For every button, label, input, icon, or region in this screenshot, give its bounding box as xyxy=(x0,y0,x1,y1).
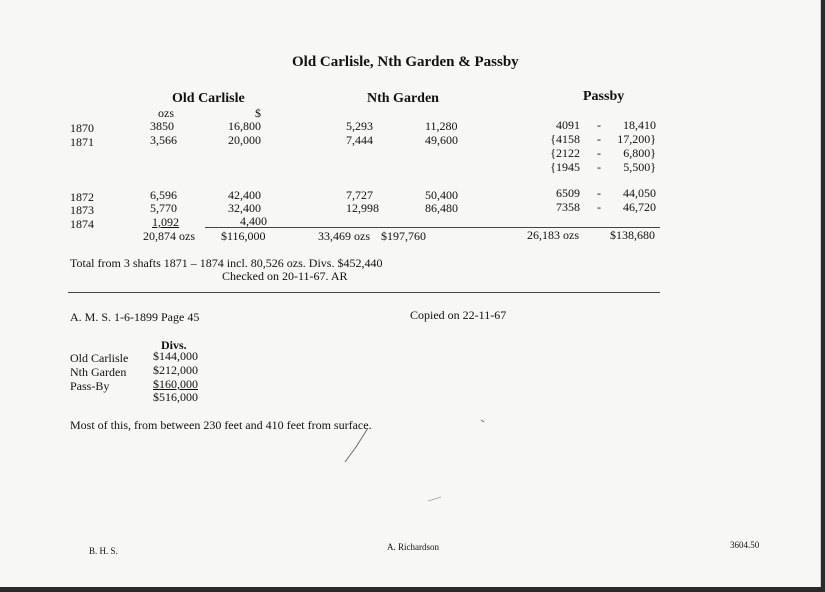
summary-line: Total from 3 shafts 1871 – 1874 incl. 80,526 ozs. Divs. $452,440 xyxy=(70,256,383,270)
ng-div-1872: 50,400 xyxy=(425,188,458,202)
divs-value-nth-garden: $212,000 xyxy=(153,363,198,377)
divs-name-nth-garden: Nth Garden xyxy=(70,365,127,379)
year-1871: 1871 xyxy=(70,135,94,149)
ng-ozs-1873: 12,998 xyxy=(346,201,379,215)
ng-div-1873: 86,480 xyxy=(425,201,458,215)
header-dollar: $ xyxy=(255,106,261,120)
ng-div-1870: 11,280 xyxy=(425,119,458,133)
copied-line: Copied on 22-11-67 xyxy=(410,308,507,322)
pb-div-1870: 18,410 xyxy=(623,118,656,132)
year-1870: 1870 xyxy=(70,121,94,135)
divs-value-old-carlisle: $144,000 xyxy=(153,349,198,363)
pb-div-1873: 46,720 xyxy=(623,200,656,214)
ng-div-1871: 49,600 xyxy=(425,133,458,147)
pb-extra-div-1: 6,800} xyxy=(623,146,656,160)
ng-ozs-1871: 7,444 xyxy=(346,133,373,147)
ng-ozs-1870: 5,293 xyxy=(346,119,373,133)
checked-line: Checked on 20-11-67. AR xyxy=(222,269,348,283)
ng-ozs-1872: 7,727 xyxy=(346,188,373,202)
oc-div-1871: 20,000 xyxy=(228,133,261,147)
pb-total-div: $138,680 xyxy=(610,228,655,242)
pb-dash-1872: - xyxy=(597,186,601,200)
pb-div-1872: 44,050 xyxy=(623,186,656,200)
depth-note: Most of this, from between 230 feet and 410 feet from surface. xyxy=(70,418,372,432)
ng-total-ozs: 33,469 ozs xyxy=(318,229,370,243)
footer-left: B. H. S. xyxy=(89,546,118,556)
oc-ozs-1873: 5,770 xyxy=(150,201,177,215)
pb-extra-dash-1: - xyxy=(597,146,601,160)
header-old-carlisle: Old Carlisle xyxy=(172,91,245,106)
oc-div-1870: 16,800 xyxy=(228,119,261,133)
divs-value-pass-by: $160,000 xyxy=(153,377,198,391)
oc-ozs-1872: 6,596 xyxy=(150,188,177,202)
oc-ozs-1870: 3850 xyxy=(150,119,174,133)
footer-right: 3604.50 xyxy=(730,540,760,550)
document-title: Old Carlisle, Nth Garden & Passby xyxy=(292,54,519,70)
divs-name-old-carlisle: Old Carlisle xyxy=(70,351,129,365)
footer-center: A. Richardson xyxy=(387,542,439,552)
oc-div-1872: 42,400 xyxy=(228,188,261,202)
divs-heading: Divs. xyxy=(161,338,187,352)
reference-line: A. M. S. 1-6-1899 Page 45 xyxy=(70,310,200,324)
oc-div-1873: 32,400 xyxy=(228,201,261,215)
pb-extra-ozs-1: {2122 xyxy=(550,146,580,160)
header-ozs: ozs xyxy=(158,106,174,120)
pb-extra-ozs-2: {1945 xyxy=(550,160,580,174)
pb-dash-1873: - xyxy=(597,200,601,214)
year-1873: 1873 xyxy=(70,203,94,217)
year-1874: 1874 xyxy=(70,217,94,231)
pb-ozs-1871: {4158 xyxy=(550,132,580,146)
header-nth-garden: Nth Garden xyxy=(367,91,439,106)
pb-ozs-1873: 7358 xyxy=(556,200,580,214)
header-passby: Passby xyxy=(583,89,625,104)
year-1872: 1872 xyxy=(70,190,94,204)
pb-total-ozs: 26,183 ozs xyxy=(527,228,579,242)
divs-name-pass-by: Pass-By xyxy=(70,379,110,393)
pb-dash-1870: - xyxy=(597,118,601,132)
pb-extra-dash-2: - xyxy=(597,160,601,174)
oc-div-1874: 4,400 xyxy=(240,214,267,228)
pb-ozs-1872: 6509 xyxy=(556,186,580,200)
divs-total: $516,000 xyxy=(153,390,198,404)
oc-total-ozs: 20,874 ozs xyxy=(143,229,195,243)
pb-extra-div-2: 5,500} xyxy=(623,160,656,174)
pb-ozs-1870: 4091 xyxy=(556,118,580,132)
oc-ozs-1871: 3,566 xyxy=(150,133,177,147)
ng-total-div: $197,760 xyxy=(381,229,426,243)
oc-ozs-1874: 1,092 xyxy=(152,215,179,229)
oc-total-div: $116,000 xyxy=(221,229,266,243)
pb-div-1871: 17,200} xyxy=(617,132,656,146)
pb-dash-1871: - xyxy=(597,132,601,146)
